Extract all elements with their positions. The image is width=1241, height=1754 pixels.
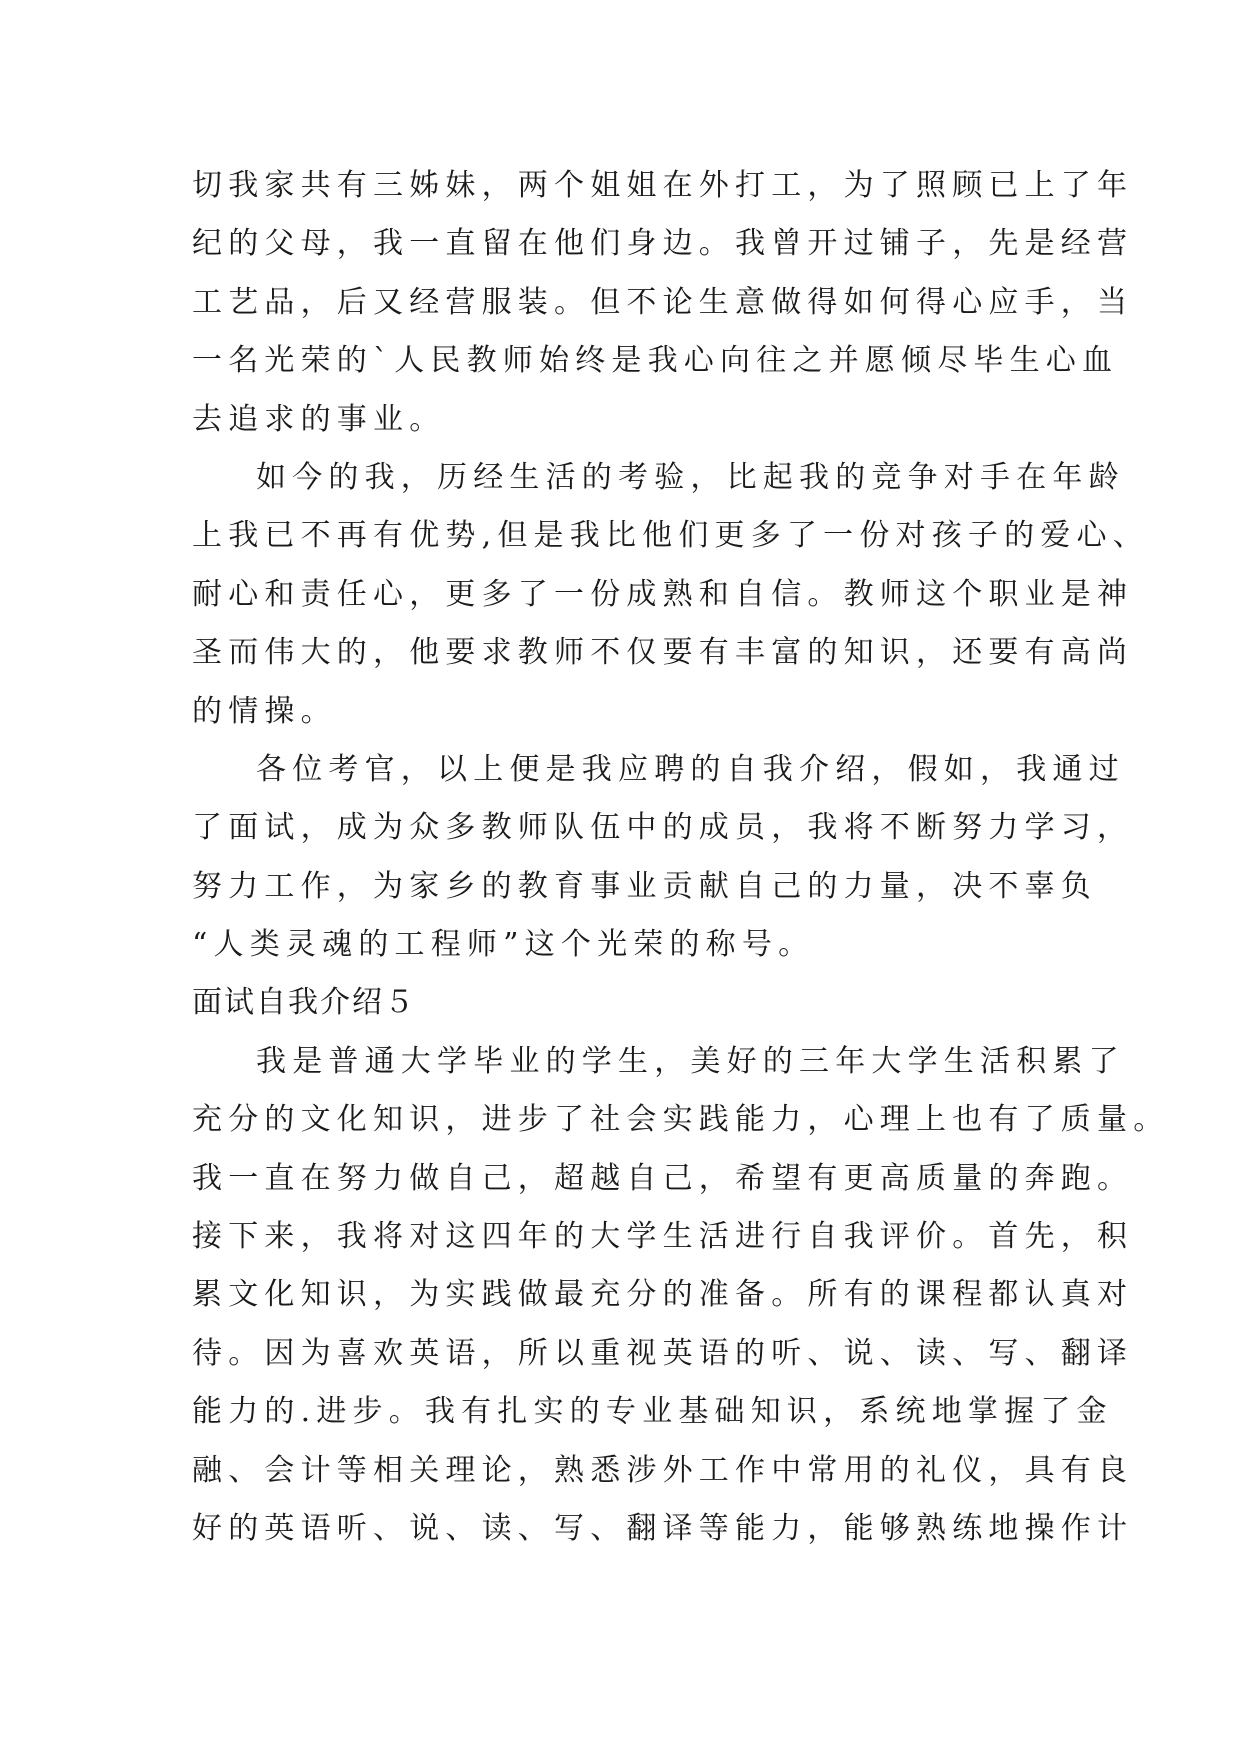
text-line: 努力工作，为家乡的教育事业贡献自己的力量，决不辜负	[192, 868, 1097, 904]
text-line: 耐心和责任心，更多了一份成熟和自信。教师这个职业是神	[192, 576, 1134, 612]
text-line: 的情操。	[192, 693, 337, 729]
text-line: 待。因为喜欢英语，所以重视英语的听、说、读、写、翻译	[192, 1335, 1134, 1371]
text-line: 充分的文化知识，进步了社会实践能力，心理上也有了质量。	[192, 1102, 1170, 1138]
text-line: 圣而伟大的，他要求教师不仅要有丰富的知识，还要有高尚	[192, 635, 1134, 671]
text-line: 去追求的事业。	[192, 401, 446, 437]
text-line: 切我家共有三姊妹，两个姐姐在外打工，为了照顾已上了年	[192, 168, 1134, 203]
paragraph-start-line: 我是普通大学毕业的学生，美好的三年大学生活积累了	[256, 1043, 1125, 1079]
text-line: 上我已不再有优势,但是我比他们更多了一份对孩子的爱心、	[192, 518, 1149, 554]
text-line: 工艺品，后又经营服装。但不论生意做得如何得心应手，当	[192, 284, 1134, 320]
text-line: 我一直在努力做自己，超越自己，希望有更高质量的奔跑。	[192, 1160, 1134, 1196]
text-line: 了面试，成为众多教师队伍中的成员，我将不断努力学习，	[192, 810, 1134, 846]
text-line: 能力的.进步。我有扎实的专业基础知识，系统地掌握了金	[192, 1394, 1113, 1430]
section-heading: 面试自我介绍５	[192, 985, 416, 1021]
text-line: “人类灵魂的工程师”这个光荣的称号。	[192, 927, 815, 963]
text-line: 好的英语听、说、读、写、翻译等能力，能够熟练地操作计	[192, 1510, 1134, 1546]
paragraph-start-line: 各位考官，以上便是我应聘的自我介绍，假如，我通过	[256, 751, 1125, 787]
text-line: 累文化知识，为实践做最充分的准备。所有的课程都认真对	[192, 1277, 1134, 1313]
text-line: 融、会计等相关理论，熟悉涉外工作中常用的礼仪，具有良	[192, 1452, 1134, 1488]
paragraph-start-line: 如今的我，历经生活的考验，比起我的竞争对手在年龄	[256, 459, 1125, 495]
text-line: 一名光荣的`人民教师始终是我心向往之并愿倾尽毕生心血	[192, 343, 1119, 379]
document-body	[192, 157, 1170, 1558]
text-line: 纪的父母，我一直留在他们身边。我曾开过铺子，先是经营	[192, 226, 1134, 262]
text-line: 接下来，我将对这四年的大学生活进行自我评价。首先，积	[192, 1219, 1134, 1255]
